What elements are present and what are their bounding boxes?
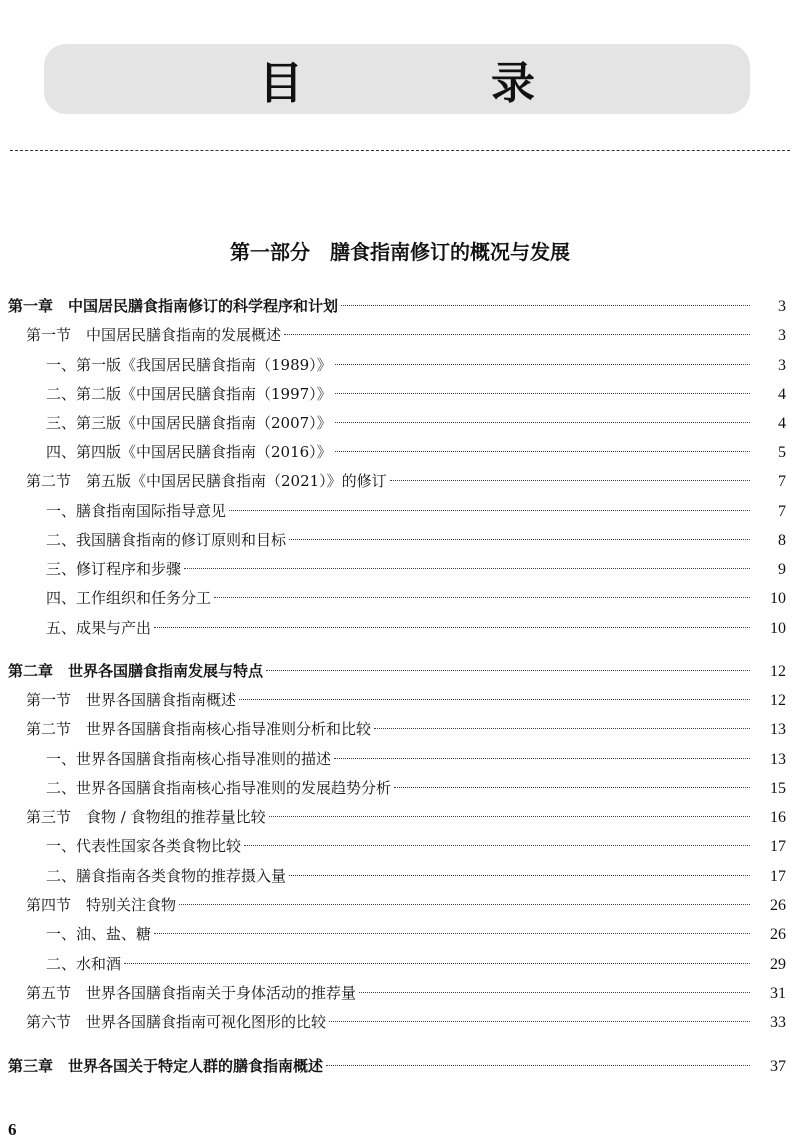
toc-leader-dots — [214, 597, 750, 598]
toc-entry-label: 三、第三版《中国居民膳食指南（2007）》 — [46, 414, 332, 432]
part-heading: 第一部分 膳食指南修订的概况与发展 — [230, 240, 570, 264]
toc-entry-page: 3 — [778, 327, 786, 344]
toc-entry-page: 12 — [770, 663, 786, 680]
toc-entry-label: 四、第四版《中国居民膳食指南（2016）》 — [46, 443, 332, 461]
toc-entry-chapter[interactable] — [0, 1055, 800, 1081]
toc-entry-section[interactable] — [0, 982, 800, 1008]
toc-entry-page: 26 — [770, 926, 786, 943]
toc-leader-dots — [341, 305, 750, 306]
toc-leader-dots — [335, 393, 750, 394]
toc-leader-dots — [390, 480, 750, 481]
toc-leader-dots — [154, 933, 750, 934]
toc-entry-page: 26 — [770, 897, 786, 914]
toc-leader-dots — [335, 364, 750, 365]
page-number: 6 — [8, 1120, 17, 1139]
toc-entry-chapter[interactable] — [0, 295, 800, 321]
toc-entry-label: 第三章 世界各国关于特定人群的膳食指南概述 — [8, 1057, 324, 1075]
toc-entry-label: 一、油、盐、糖 — [46, 925, 152, 943]
toc-entry-section[interactable] — [0, 718, 800, 744]
toc-entry-label: 五、成果与产出 — [46, 619, 152, 637]
toc-leader-dots — [326, 1065, 750, 1066]
toc-entry-page: 37 — [770, 1058, 786, 1075]
toc-entry-page: 8 — [778, 532, 786, 549]
toc-entry-label: 第一章 中国居民膳食指南修订的科学程序和计划 — [8, 297, 339, 315]
toc-entry-item[interactable] — [0, 441, 800, 467]
toc-entry-label: 二、膳食指南各类食物的推荐摄入量 — [46, 867, 287, 885]
toc-leader-dots — [124, 963, 750, 964]
toc-entry-item[interactable] — [0, 412, 800, 438]
toc-entry-label: 第二节 世界各国膳食指南核心指导准则分析和比较 — [26, 720, 372, 738]
toc-entry-item[interactable] — [0, 354, 800, 380]
toc-entry-page: 15 — [770, 780, 786, 797]
toc-leader-dots — [179, 904, 750, 905]
toc-leader-dots — [359, 992, 750, 993]
toc-leader-dots — [244, 845, 750, 846]
toc-entry-page: 17 — [770, 838, 786, 855]
toc-entry-label: 一、膳食指南国际指导意见 — [46, 502, 227, 520]
toc-leader-dots — [184, 568, 750, 569]
toc-entry-label: 四、工作组织和任务分工 — [46, 589, 212, 607]
toc-entry-page: 13 — [770, 721, 786, 738]
toc-entry-chapter[interactable] — [0, 660, 800, 686]
toc-entry-label: 一、第一版《我国居民膳食指南（1989）》 — [46, 356, 332, 374]
toc-entry-label: 二、世界各国膳食指南核心指导准则的发展趋势分析 — [46, 779, 392, 797]
toc-entry-label: 第三节 食物 / 食物组的推荐量比较 — [26, 808, 266, 826]
toc-leader-dots — [229, 510, 750, 511]
toc-entry-label: 三、修订程序和步骤 — [46, 560, 182, 578]
toc-leader-dots — [266, 670, 750, 671]
toc-leader-dots — [284, 334, 750, 335]
toc-entry-page: 5 — [778, 444, 786, 461]
toc-entry-label: 第二章 世界各国膳食指南发展与特点 — [8, 662, 264, 680]
toc-entry-page: 10 — [770, 620, 786, 637]
toc-entry-page: 10 — [770, 590, 786, 607]
toc-entry-page: 4 — [778, 415, 786, 432]
toc-entry-page: 31 — [770, 985, 786, 1002]
toc-entry-page: 9 — [778, 561, 786, 578]
toc-entry-item[interactable] — [0, 500, 800, 526]
page-title: 目 录 — [259, 58, 607, 109]
toc-entry-page: 3 — [778, 298, 786, 315]
toc-entry-page: 7 — [778, 473, 786, 490]
toc-leader-dots — [335, 451, 750, 452]
toc-entry-section[interactable] — [0, 1011, 800, 1037]
toc-leader-dots — [269, 816, 750, 817]
toc-entry-label: 第五节 世界各国膳食指南关于身体活动的推荐量 — [26, 984, 357, 1002]
toc-entry-label: 第二节 第五版《中国居民膳食指南（2021）》的修订 — [26, 472, 387, 490]
toc-entry-section[interactable] — [0, 806, 800, 832]
toc-entry-page: 13 — [770, 751, 786, 768]
toc-entry-item[interactable] — [0, 865, 800, 891]
toc-leader-dots — [394, 787, 750, 788]
toc-entry-page: 7 — [778, 503, 786, 520]
toc-entry-label: 第六节 世界各国膳食指南可视化图形的比较 — [26, 1013, 327, 1031]
toc-entry-item[interactable] — [0, 953, 800, 979]
toc-entry-label: 第四节 特别关注食物 — [26, 896, 177, 914]
toc-entry-label: 一、代表性国家各类食物比较 — [46, 837, 242, 855]
toc-entry-page: 29 — [770, 956, 786, 973]
toc-entry-item[interactable] — [0, 558, 800, 584]
toc-leader-dots — [239, 699, 750, 700]
toc-leader-dots — [289, 539, 750, 540]
toc-entry-item[interactable] — [0, 383, 800, 409]
toc-leader-dots — [329, 1021, 750, 1022]
toc-entry-label: 第一节 中国居民膳食指南的发展概述 — [26, 326, 282, 344]
toc-entry-label: 二、水和酒 — [46, 955, 122, 973]
toc-entry-label: 二、第二版《中国居民膳食指南（1997）》 — [46, 385, 332, 403]
toc-leader-dots — [334, 758, 750, 759]
toc-entry-label: 一、世界各国膳食指南核心指导准则的描述 — [46, 750, 332, 768]
toc-leader-dots — [335, 422, 750, 423]
toc-entry-item[interactable] — [0, 923, 800, 949]
toc-entry-page: 12 — [770, 692, 786, 709]
toc-entry-item[interactable] — [0, 617, 800, 643]
toc-entry-label: 第一节 世界各国膳食指南概述 — [26, 691, 237, 709]
toc-entry-page: 16 — [770, 809, 786, 826]
toc-entry-section[interactable] — [0, 689, 800, 715]
toc-entry-section[interactable] — [0, 470, 800, 496]
toc-entry-page: 4 — [778, 386, 786, 403]
toc-entry-section[interactable] — [0, 894, 800, 920]
toc-leader-dots — [154, 627, 750, 628]
toc-entry-section[interactable] — [0, 324, 800, 350]
toc-entry-item[interactable] — [0, 587, 800, 613]
toc-entry-item[interactable] — [0, 835, 800, 861]
toc-entry-page: 3 — [778, 357, 786, 374]
toc-entry-label: 二、我国膳食指南的修订原则和目标 — [46, 531, 287, 549]
toc-leader-dots — [289, 875, 750, 876]
toc-leader-dots — [374, 728, 750, 729]
toc-entry-item[interactable] — [0, 748, 800, 774]
toc-entry-item[interactable] — [0, 529, 800, 555]
toc-entry-page: 33 — [770, 1014, 786, 1031]
toc-entry-page: 17 — [770, 868, 786, 885]
toc-entry-item[interactable] — [0, 777, 800, 803]
